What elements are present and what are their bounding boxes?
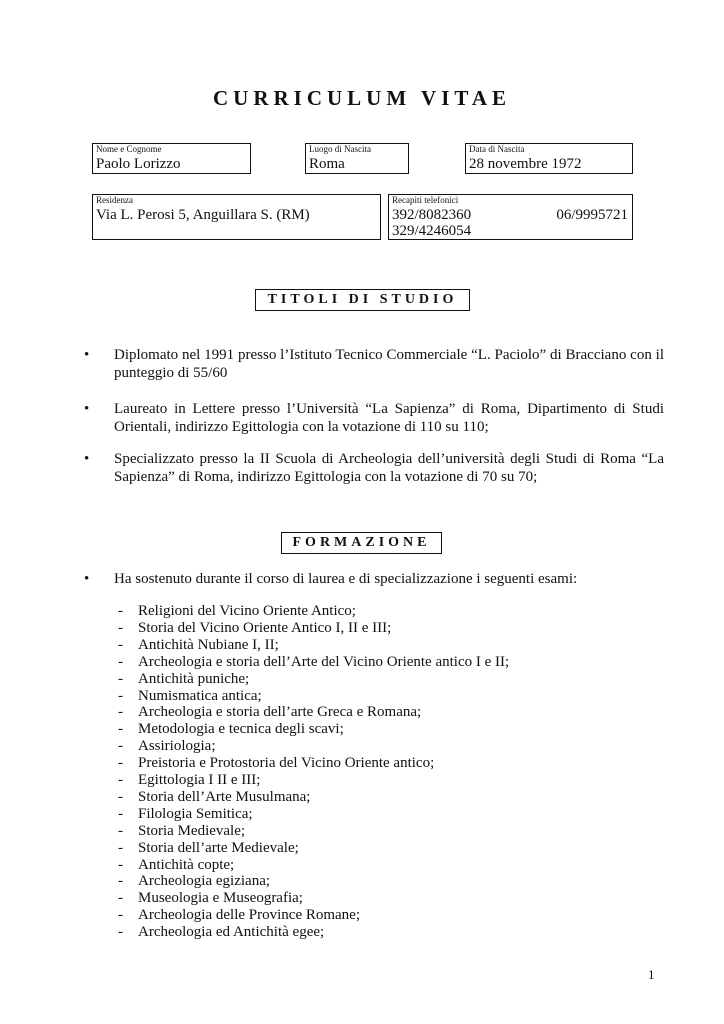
bullet-icon: •: [84, 401, 90, 417]
dash-marker: -: [118, 772, 123, 788]
phones-label: Recapiti telefonici: [392, 195, 459, 205]
exam-text: Religioni del Vicino Oriente Antico;: [138, 603, 356, 619]
dash-marker: -: [118, 890, 123, 907]
exam-text: Egittologia I II e III;: [138, 772, 261, 788]
exam-text: Filologia Semitica;: [138, 805, 253, 822]
exam-text: Numismatica antica;: [138, 687, 262, 704]
titoli-item-text: Specializzato presso la II Scuola di Archeologia dell’università degli Studi di Roma “La Sapienza” di Roma, indirizzo Egittologia con la votazione di 70 su 70;: [114, 451, 664, 485]
dash-marker: -: [118, 805, 123, 822]
titoli-item-text: Laureato in Lettere presso l’Università “La Sapienza” di Roma, Dipartimento di Studi Orientali, indirizzo Egittologia con la votazione di 110 su 110;: [114, 401, 664, 435]
exam-text: Storia del Vicino Oriente Antico I, II e III;: [138, 619, 392, 636]
document-title: CURRICULUM VITAE: [213, 86, 511, 110]
birthdate-label: Data di Nascita: [469, 144, 525, 154]
phone-3: 329/4246054: [392, 223, 472, 239]
bullet-icon: •: [84, 451, 90, 467]
phone-2: 06/9995721: [556, 207, 628, 223]
dash-marker: -: [118, 738, 123, 755]
exam-text: Museologia e Museografia;: [138, 890, 303, 907]
exam-text: Archeologia egiziana;: [138, 873, 271, 890]
exam-text: Storia dell’arte Medievale;: [138, 839, 299, 856]
residence-value: Via L. Perosi 5, Anguillara S. (RM): [96, 207, 310, 223]
phone-1: 392/8082360: [392, 207, 472, 223]
exam-text: Archeologia e storia dell’Arte del Vicino Oriente antico I e II;: [138, 653, 510, 670]
name-value: Paolo Lorizzo: [96, 156, 181, 172]
dash-marker: -: [118, 755, 123, 772]
dash-marker: -: [118, 907, 123, 924]
name-field: [92, 143, 251, 174]
bullet-icon: •: [84, 347, 90, 363]
titoli-heading: TITOLI DI STUDIO: [255, 289, 470, 311]
exam-text: Storia dell’Arte Musulmana;: [138, 788, 311, 805]
exam-text: Antichità copte;: [138, 856, 235, 873]
name-label: Nome e Cognome: [96, 144, 162, 154]
birthdate-field: [465, 143, 633, 174]
dash-marker: -: [118, 687, 123, 704]
exam-text: Assiriologia;: [138, 738, 216, 755]
formazione-heading: FORMAZIONE: [281, 532, 442, 554]
residence-field: [92, 194, 381, 240]
exam-text: Preistoria e Protostoria del Vicino Oriente antico;: [138, 755, 435, 772]
exam-text: Archeologia e storia dell’arte Greca e Romana;: [138, 704, 422, 721]
exam-text: Antichità Nubiane I, II;: [138, 636, 279, 653]
dash-marker: -: [118, 873, 123, 890]
exam-text: Archeologia delle Province Romane;: [138, 907, 361, 924]
dash-marker: -: [118, 704, 123, 721]
phones-field: [388, 194, 633, 240]
birthplace-label: Luogo di Nascita: [309, 144, 371, 154]
birthplace-field: [305, 143, 409, 174]
exam-text: Metodologia e tecnica degli scavi;: [138, 721, 344, 738]
dash-marker: -: [118, 788, 123, 805]
exam-text: Antichità puniche;: [138, 670, 250, 687]
dash-marker: -: [118, 653, 123, 670]
dash-marker: -: [118, 924, 123, 941]
dash-marker: -: [118, 603, 123, 619]
birthplace-value: Roma: [309, 156, 345, 172]
titoli-item-text: Diplomato nel 1991 presso l’Istituto Tecnico Commerciale “L. Paciolo” di Bracciano con il punteggio di 55/60: [114, 347, 664, 381]
dash-marker: -: [118, 636, 123, 653]
residence-label: Residenza: [96, 195, 133, 205]
bullet-icon: •: [84, 571, 90, 587]
dash-marker: -: [118, 839, 123, 856]
exam-text: Archeologia ed Antichità egee;: [138, 924, 325, 941]
page-number: 1: [648, 967, 655, 982]
dash-marker: -: [118, 670, 123, 687]
formazione-intro: Ha sostenuto durante il corso di laurea e di specializzazione i seguenti esami:: [114, 571, 578, 587]
exam-text: Storia Medievale;: [138, 822, 246, 839]
dash-marker: -: [118, 856, 123, 873]
dash-marker: -: [118, 822, 123, 839]
birthdate-value: 28 novembre 1972: [469, 156, 582, 172]
dash-marker: -: [118, 619, 123, 636]
dash-marker: -: [118, 721, 123, 738]
